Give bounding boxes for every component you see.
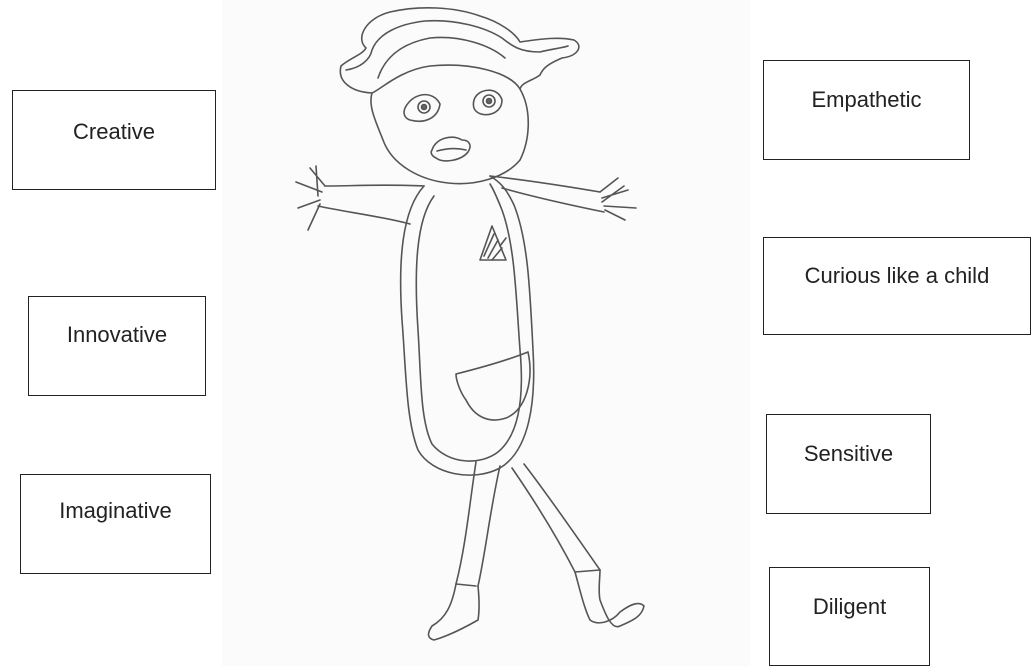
- trait-box-sensitive: [766, 414, 931, 514]
- child-drawing-figure: [222, 0, 750, 666]
- trait-box-diligent: [769, 567, 930, 666]
- trait-label-innovative: Innovative: [66, 322, 168, 347]
- right-leg: [524, 464, 600, 570]
- left-leg: [456, 462, 476, 584]
- left-foot: [429, 584, 480, 640]
- trait-label-creative: Creative: [73, 119, 155, 144]
- left-arm: [318, 206, 410, 224]
- trait-box-creative: [12, 90, 216, 190]
- trait-label-curious: Curious like a child: [804, 263, 990, 288]
- trait-label-diligent: Diligent: [812, 594, 887, 619]
- right-foot: [575, 570, 644, 627]
- right-hand: [600, 178, 636, 220]
- left-hand: [296, 166, 325, 230]
- hair-outline: [378, 37, 505, 78]
- left-leg: [478, 466, 500, 586]
- trait-box-curious: [763, 237, 1031, 335]
- head-outline: [371, 65, 528, 183]
- trait-box-empathetic: [763, 60, 970, 160]
- hair-outline: [346, 21, 568, 70]
- trait-label-sensitive: Sensitive: [803, 441, 894, 466]
- body-inner-outline: [416, 184, 521, 461]
- trait-box-imaginative: [20, 474, 211, 574]
- hair-outline: [340, 8, 579, 93]
- left-arm: [325, 185, 424, 186]
- right-arm: [502, 188, 604, 212]
- trait-box-innovative: [28, 296, 206, 396]
- trait-label-imaginative: Imaginative: [59, 498, 172, 523]
- trait-label-empathetic: Empathetic: [811, 87, 922, 112]
